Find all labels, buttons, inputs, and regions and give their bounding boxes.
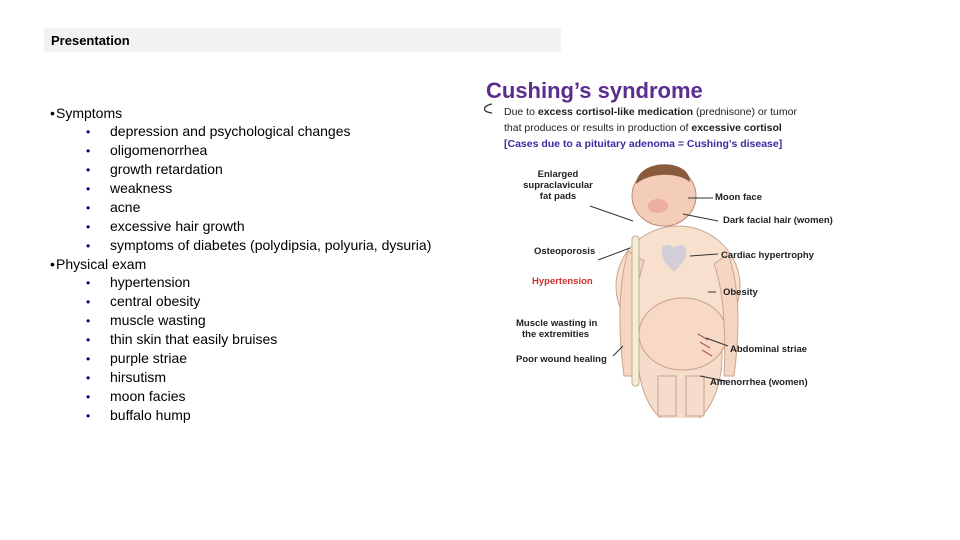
- exam-item: • muscle wasting: [86, 312, 206, 328]
- label-obesity: Obesity: [723, 287, 758, 298]
- exam-item: • moon facies: [86, 388, 186, 404]
- exam-item: • hypertension: [86, 274, 191, 290]
- exam-item: • thin skin that easily bruises: [86, 331, 278, 347]
- page-title: Presentation: [51, 33, 130, 48]
- label-muscle-wasting: Muscle wasting in the extremities: [516, 318, 598, 340]
- physical-exam-heading: •Physical exam: [50, 256, 147, 272]
- label-osteoporosis: Osteoporosis: [534, 246, 596, 257]
- symptom-item: • excessive hair growth: [86, 218, 245, 234]
- figure-cases-line: [Cases due to a pituitary adenoma = Cushing’s disease]: [504, 138, 783, 150]
- symptoms-heading: •Symptoms: [50, 105, 123, 121]
- label-cardiac-hypertrophy: Cardiac hypertrophy: [721, 250, 814, 261]
- bullet-text-block: [50, 104, 431, 425]
- cushings-illustration: [478, 76, 858, 418]
- label-abdominal-striae: Abdominal striae: [730, 344, 808, 355]
- symptom-item: • growth retardation: [86, 161, 223, 177]
- exam-item: • hirsutism: [86, 369, 167, 385]
- label-dark-facial-hair: Dark facial hair (women): [723, 215, 833, 226]
- label-enlarged-fat-pads: Enlarged supraclavicular fat pads: [523, 169, 593, 202]
- label-poor-wound-healing: Poor wound healing: [516, 354, 607, 365]
- label-moon-face: Moon face: [715, 192, 762, 203]
- symptom-item: • depression and psychological changes: [86, 123, 351, 139]
- symptom-item: • oligomenorrhea: [86, 142, 208, 158]
- label-amenorrhea: Amenorrhea (women): [710, 377, 808, 388]
- exam-item: • purple striae: [86, 350, 188, 366]
- symptom-item: • symptoms of diabetes (polydipsia, polyuria, dysuria): [86, 237, 432, 253]
- exam-item: • buffalo hump: [86, 407, 191, 423]
- figure-cause-line-2: that produces or results in production of excessive cortisol: [504, 122, 782, 134]
- symptom-item: • weakness: [86, 180, 173, 196]
- figure-cause-line-1: Due to excess cortisol-like medication (prednisone) or tumor: [504, 106, 797, 118]
- symptom-item: • acne: [86, 199, 141, 215]
- exam-item: • central obesity: [86, 293, 201, 309]
- label-hypertension: Hypertension: [532, 276, 593, 287]
- title-bar: [44, 28, 561, 52]
- figure-title: Cushing’s syndrome: [486, 78, 703, 103]
